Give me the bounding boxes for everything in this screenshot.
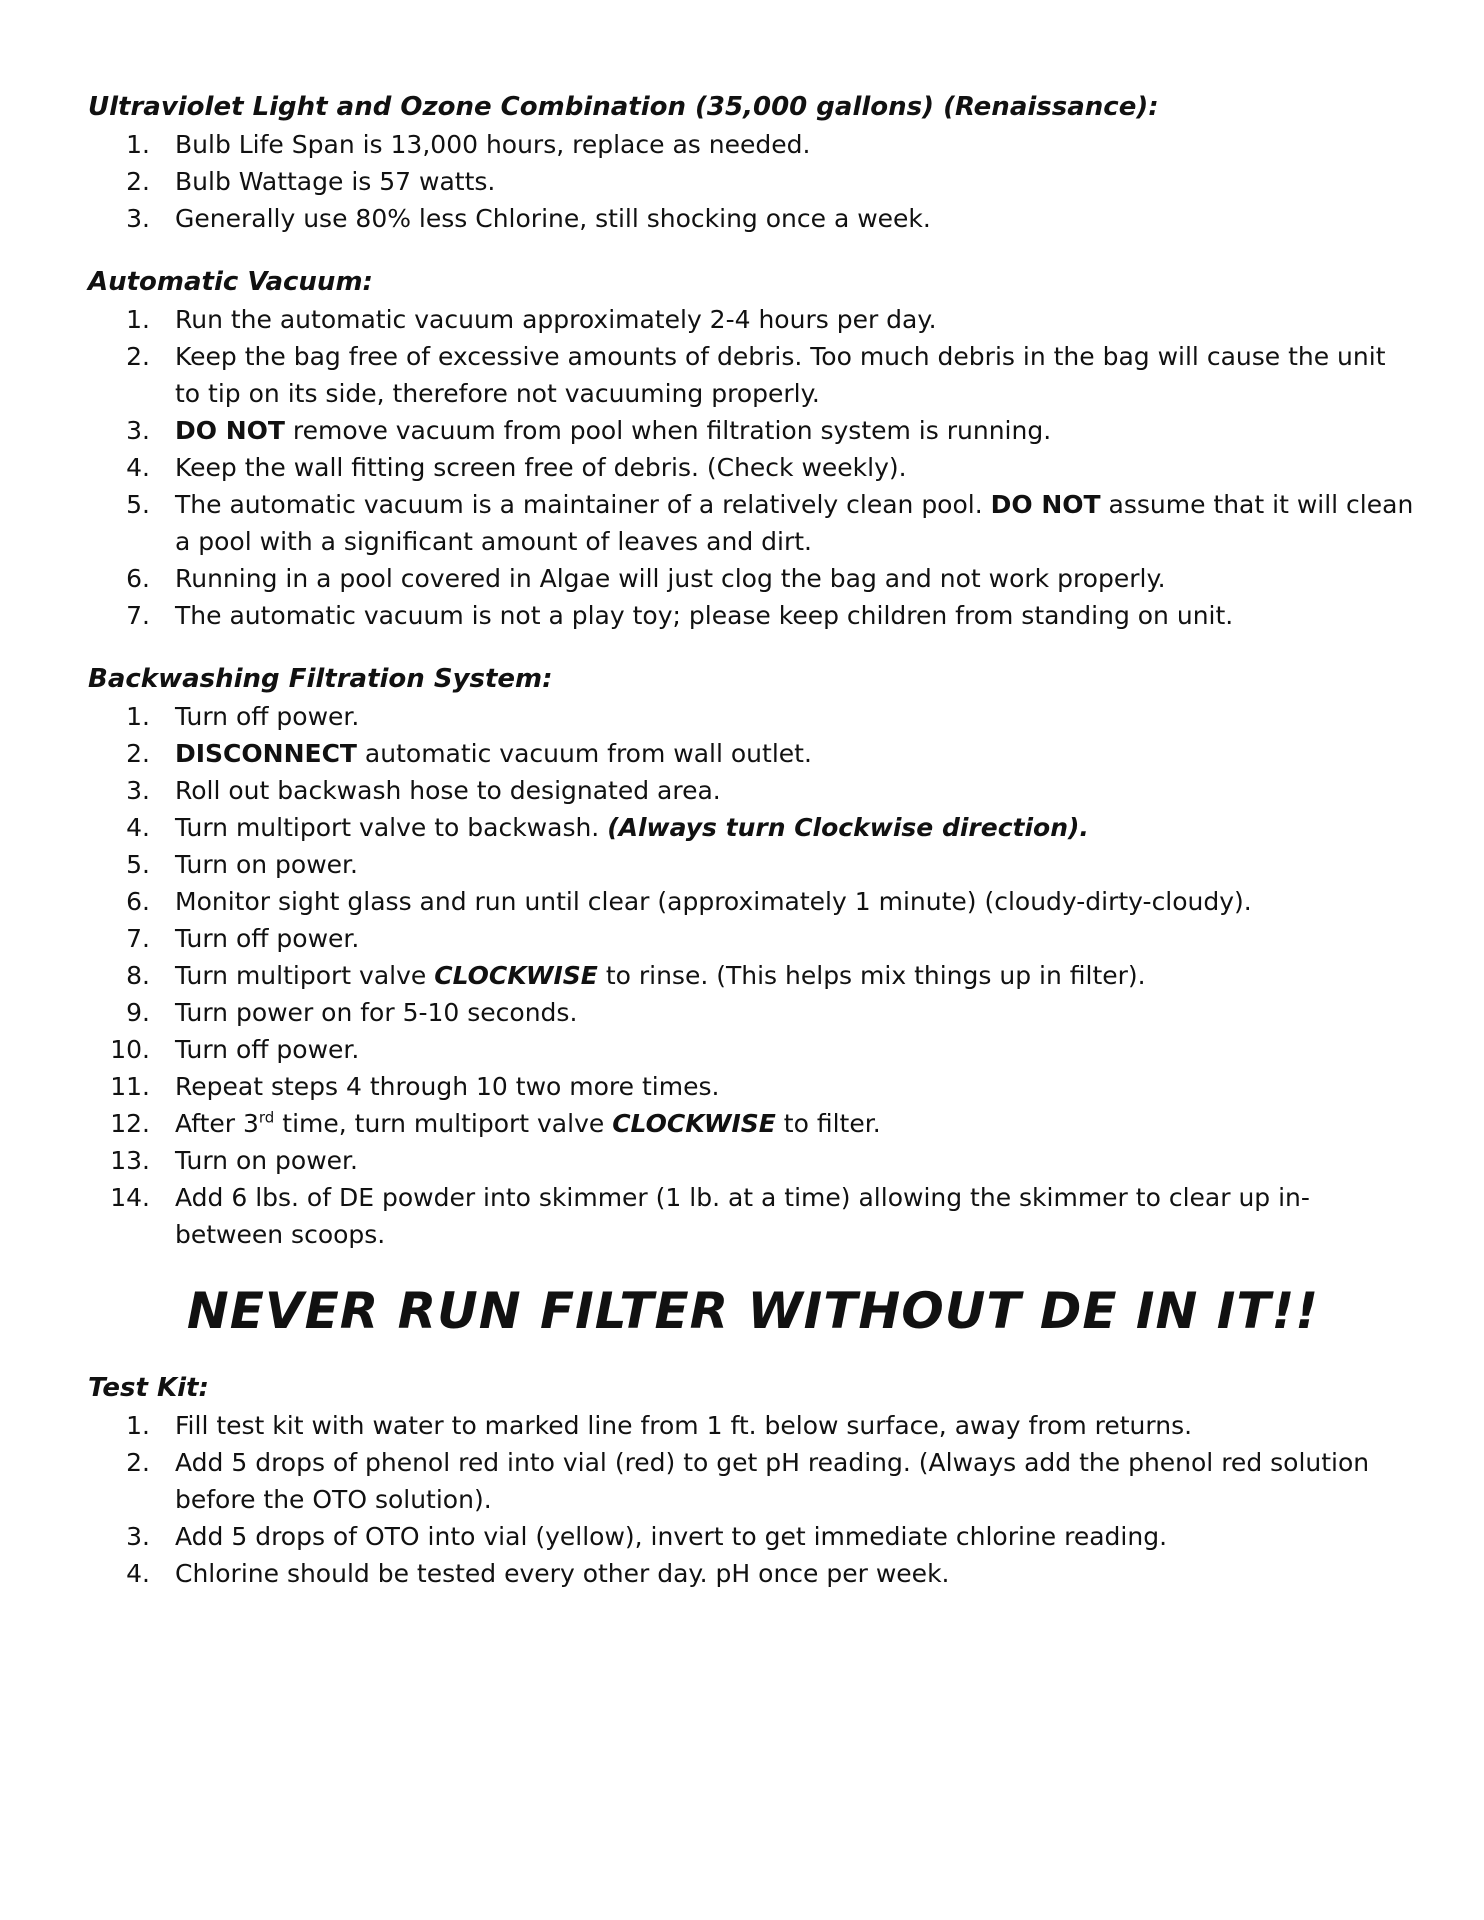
section-title: Test Kit: [88, 1373, 209, 1403]
section [88, 660, 1418, 1253]
list-item [88, 735, 1418, 772]
list-item-text: Keep the wall fitting screen free of debris. (Check weekly). [175, 453, 907, 482]
list-item-text: Add 6 lbs. of DE powder into skimmer (1 lb. at a time) allowing the skimmer to clear up in-between scoops. [175, 1183, 1310, 1249]
list-item-text: Bulb Wattage is 57 watts. [175, 167, 496, 196]
list-item [88, 486, 1418, 560]
list-item-text: Add 5 drops of phenol red into vial (red) to get pH reading. (Always add the phenol red solution before the OTO solution). [175, 1448, 1370, 1514]
list-item-number: 13. [110, 1146, 150, 1175]
step-list [88, 1407, 1418, 1592]
section [88, 1369, 1418, 1592]
list-item-text: time, turn multiport valve [274, 1109, 613, 1138]
section-title: Backwashing Filtration System: [88, 664, 553, 694]
list-item-text: assume that it will clean a pool with a significant amount of leaves and dirt. [175, 490, 1414, 556]
step-list [88, 698, 1418, 1253]
list-item-text: Run the automatic vacuum approximately 2-4 hours per day. [175, 305, 937, 334]
list-item-number: 2. [126, 342, 150, 371]
list-item-text: Running in a pool covered in Algae will just clog the bag and not work properly. [175, 564, 1166, 593]
list-item-number: 7. [126, 924, 150, 953]
list-item-text: Turn multiport valve [175, 961, 435, 990]
list-item-text: Fill test kit with water to marked line from 1 ft. below surface, away from returns. [175, 1411, 1193, 1440]
list-item-text: Chlorine should be tested every other day. pH once per week. [175, 1559, 950, 1588]
step-list [88, 126, 1418, 237]
list-item-text: Turn off power. [175, 702, 360, 731]
list-item-number: 3. [126, 1522, 150, 1551]
list-item [88, 412, 1418, 449]
list-item-text: The automatic vacuum is not a play toy; please keep children from standing on unit. [175, 601, 1234, 630]
list-item [88, 1031, 1418, 1068]
list-item-number: 10. [110, 1035, 150, 1064]
list-item-text: automatic vacuum from wall outlet. [356, 739, 812, 768]
list-item-number: 3. [126, 204, 150, 233]
emphasis-text: DO NOT [990, 490, 1101, 519]
list-item [88, 1179, 1418, 1253]
list-item-text: Turn on power. [175, 1146, 358, 1175]
step-list [88, 301, 1418, 634]
section [88, 88, 1418, 237]
list-item-text: Turn off power. [175, 1035, 360, 1064]
list-item [88, 1444, 1418, 1518]
list-item-number: 11. [110, 1072, 150, 1101]
emphasis-text: DISCONNECT [175, 739, 357, 768]
list-item-number: 4. [126, 813, 150, 842]
list-item [88, 560, 1418, 597]
section [88, 263, 1418, 634]
list-item-number: 8. [126, 961, 150, 990]
list-item [88, 698, 1418, 735]
list-item-number: 3. [126, 776, 150, 805]
list-item [88, 200, 1418, 237]
list-item-text: The automatic vacuum is a maintainer of a relatively clean pool. [175, 490, 991, 519]
list-item [88, 809, 1418, 846]
list-item [88, 883, 1418, 920]
list-item-text: remove vacuum from pool when filtration system is running. [284, 416, 1052, 445]
list-item-text: Roll out backwash hose to designated area. [175, 776, 721, 805]
list-item-number: 6. [126, 887, 150, 916]
list-item-number: 6. [126, 564, 150, 593]
list-item [88, 597, 1418, 634]
list-item [88, 338, 1418, 412]
list-item-text: Monitor sight glass and run until clear (approximately 1 minute) (cloudy-dirty-cloudy). [175, 887, 1252, 916]
list-item-number: 4. [126, 1559, 150, 1588]
list-item-text: Turn power on for 5-10 seconds. [175, 998, 578, 1027]
list-item-text: to filter. [775, 1109, 881, 1138]
list-item-number: 2. [126, 739, 150, 768]
list-item [88, 126, 1418, 163]
list-item-number: 3. [126, 416, 150, 445]
list-item-text: Turn multiport valve to backwash. [175, 813, 608, 842]
list-item [88, 994, 1418, 1031]
list-item-number: 5. [126, 850, 150, 879]
list-item [88, 846, 1418, 883]
list-item-text: Keep the bag free of excessive amounts of debris. Too much debris in the bag will cause the unit to tip on its side, therefore not vacuuming properly. [175, 342, 1386, 408]
emphasis-text: (Always turn Clockwise direction). [607, 813, 1089, 842]
warning-banner: NEVER RUN FILTER WITHOUT DE IN IT!! [186, 1282, 1320, 1340]
list-item-number: 14. [110, 1183, 150, 1212]
list-item-number: 7. [126, 601, 150, 630]
list-item-text: Turn off power. [175, 924, 360, 953]
list-item [88, 449, 1418, 486]
list-item-text: Generally use 80% less Chlorine, still shocking once a week. [175, 204, 931, 233]
list-item [88, 1518, 1418, 1555]
list-item-number: 2. [126, 1448, 150, 1477]
list-item [88, 1068, 1418, 1105]
emphasis-text: rd [258, 1108, 275, 1127]
emphasis-text: CLOCKWISE [434, 961, 598, 990]
list-item [88, 920, 1418, 957]
list-item-number: 1. [126, 130, 150, 159]
list-item-text: Repeat steps 4 through 10 two more times. [175, 1072, 720, 1101]
list-item-number: 1. [126, 702, 150, 731]
list-item-number: 1. [126, 305, 150, 334]
list-item-number: 5. [126, 490, 150, 519]
list-item-number: 12. [110, 1109, 150, 1138]
list-item [88, 957, 1418, 994]
list-item [88, 1105, 1418, 1142]
list-item [88, 772, 1418, 809]
list-item [88, 163, 1418, 200]
list-item-text: Add 5 drops of OTO into vial (yellow), invert to get immediate chlorine reading. [175, 1522, 1168, 1551]
emphasis-text: DO NOT [175, 416, 285, 445]
list-item [88, 1142, 1418, 1179]
section-title: Automatic Vacuum: [88, 267, 373, 297]
list-item-number: 2. [126, 167, 150, 196]
list-item-text: to rinse. (This helps mix things up in filter). [597, 961, 1146, 990]
list-item [88, 301, 1418, 338]
list-item-number: 9. [126, 998, 150, 1027]
list-item-text: Bulb Life Span is 13,000 hours, replace as needed. [175, 130, 811, 159]
list-item-number: 4. [126, 453, 150, 482]
list-item-text: Turn on power. [175, 850, 358, 879]
emphasis-text: CLOCKWISE [612, 1109, 776, 1138]
section-title: Ultraviolet Light and Ozone Combination (35,000 gallons) (Renaissance): [88, 92, 1159, 122]
list-item [88, 1407, 1418, 1444]
list-item [88, 1555, 1418, 1592]
document-page [88, 88, 1418, 1618]
list-item-number: 1. [126, 1411, 150, 1440]
list-item-text: After 3 [175, 1109, 259, 1138]
